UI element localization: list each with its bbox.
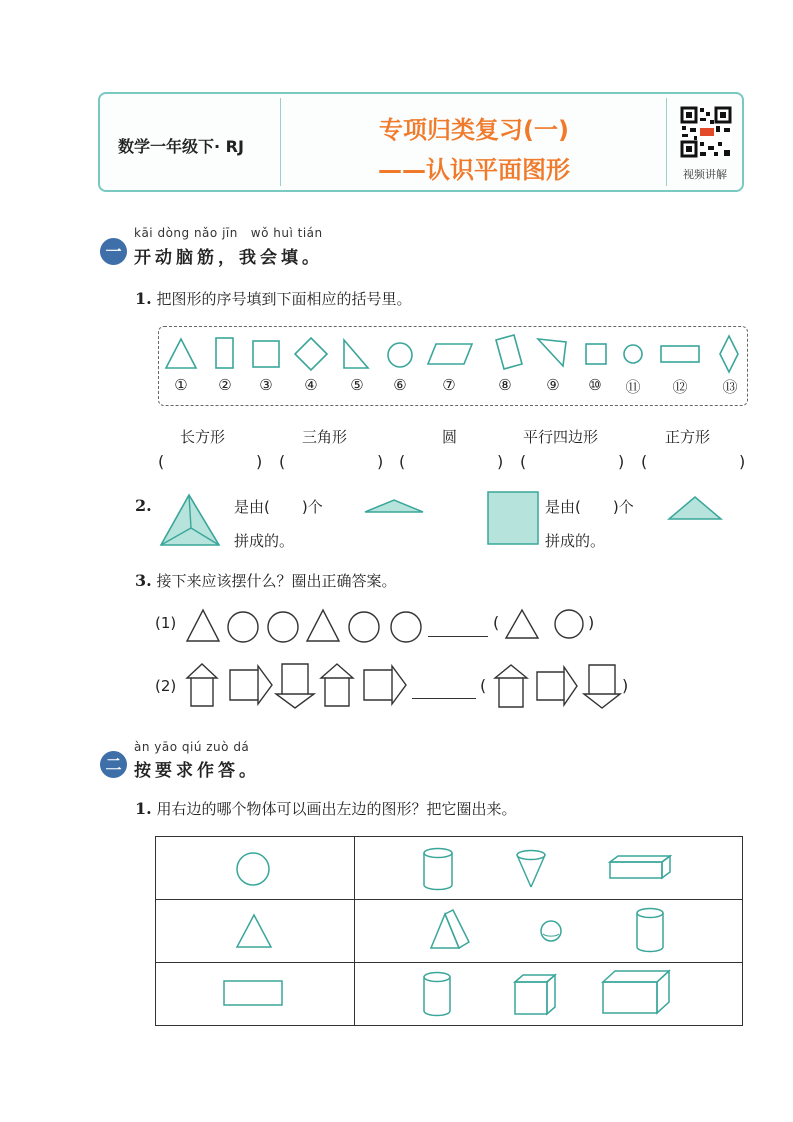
cylinder-object[interactable] <box>420 846 456 892</box>
banner-divider <box>666 98 667 186</box>
header-banner <box>98 92 744 192</box>
shape-12-rectangle <box>661 346 699 362</box>
shape-3-square <box>253 341 279 367</box>
shape-number-row <box>158 376 748 402</box>
square-figure <box>486 490 540 546</box>
shape-number: ② <box>218 376 232 394</box>
answer-paren-open: ( <box>279 452 286 471</box>
shape-8-rectangle <box>496 335 522 369</box>
answer-paren-open: ( <box>399 452 406 471</box>
section2-title: 按要求作答。 <box>134 761 260 781</box>
category-circle: 圆 <box>442 428 458 446</box>
shape-5-triangle <box>344 340 368 368</box>
q3-row2-option-right-arrow[interactable] <box>534 664 580 708</box>
answer-paren-open: ( <box>158 452 165 471</box>
shape-number: ⑨ <box>546 376 560 394</box>
q3-row1-label: (1) <box>155 614 177 632</box>
answer-paren-close: ) <box>377 452 384 471</box>
shape-number: ③ <box>259 376 273 394</box>
shape-number: ⑩ <box>588 376 602 394</box>
category-parallelogram: 平行四边形 <box>523 428 599 446</box>
q3-row1-option-circle[interactable] <box>552 607 586 641</box>
large-cuboid-object[interactable] <box>600 968 672 1016</box>
category-triangle: 三角形 <box>302 428 348 446</box>
triangular-prism-object[interactable] <box>428 908 472 952</box>
shape-number: ④ <box>304 376 318 394</box>
answer-paren-close: ) <box>618 452 625 471</box>
shape-11-circle <box>624 345 642 363</box>
answer-blank-circle[interactable] <box>409 454 495 474</box>
page-subtitle: ——认识平面图形 <box>378 156 570 184</box>
answer-blank-q3-row2[interactable] <box>412 698 476 699</box>
answer-paren-open: ( <box>493 613 500 632</box>
shape-number: ⑦ <box>442 376 456 394</box>
shape-set <box>158 326 748 376</box>
answer-blank-q3-row1[interactable] <box>428 636 488 637</box>
question-number: 1. <box>135 289 152 308</box>
q2-left-text-c: 拼成的。 <box>234 532 295 550</box>
shape-10-square <box>586 344 606 364</box>
q3-row2-label: (2) <box>155 677 177 695</box>
answer-blank-square[interactable] <box>651 454 737 474</box>
question-number: 3. <box>135 571 152 590</box>
shape-9-triangle <box>538 339 566 366</box>
table-cell <box>355 837 743 900</box>
shape-number: ① <box>174 376 188 394</box>
banner-divider <box>280 98 281 186</box>
answer-blank-triangle[interactable] <box>289 454 375 474</box>
answer-paren-close: ) <box>622 676 629 695</box>
question-2-1 <box>135 798 517 819</box>
flat-triangle-piece <box>362 497 426 515</box>
shape-number: ⑪ <box>625 378 641 396</box>
shape-7-parallelogram <box>428 344 472 364</box>
cylinder-object[interactable] <box>420 970 454 1018</box>
question-number: 1. <box>135 799 152 818</box>
grade-label: 数学一年级下· RJ <box>118 137 244 156</box>
cube-object[interactable] <box>512 972 558 1016</box>
shape-2-rectangle <box>216 338 233 368</box>
q3-row2-option-up-arrow[interactable] <box>492 662 530 710</box>
q3-row1-sequence <box>184 604 446 644</box>
q3-row2-option-down-arrow[interactable] <box>582 662 622 710</box>
target-circle-shape <box>234 850 272 888</box>
answer-blank-rectangle[interactable] <box>168 454 254 474</box>
section2-badge: 二 <box>100 751 127 778</box>
question-text: 把图形的序号填到下面相应的括号里。 <box>156 290 412 308</box>
shape-6-circle <box>388 343 412 367</box>
section1-title: 开动脑筋，我会填。 <box>134 248 323 268</box>
q3-row2-sequence <box>184 660 414 710</box>
q2-right-text-a: 是由( )个 <box>545 498 634 516</box>
shape-number: ⑥ <box>393 376 407 394</box>
sphere-object[interactable] <box>538 918 564 944</box>
answer-blank-parallelogram[interactable] <box>530 454 616 474</box>
question-1-2-number <box>135 496 152 515</box>
answer-paren-open: ( <box>520 452 527 471</box>
q2-right-text-c: 拼成的。 <box>545 532 606 550</box>
shape-4-rhombus <box>295 338 327 370</box>
category-square: 正方形 <box>665 428 711 446</box>
cuboid-object[interactable] <box>608 854 672 880</box>
question-1-1 <box>135 288 412 309</box>
cone-object[interactable] <box>514 848 548 890</box>
shape-1-triangle <box>166 339 196 368</box>
cylinder-object[interactable] <box>632 906 668 954</box>
page-title: 专项归类复习(一) <box>379 116 569 144</box>
answer-paren-close: ) <box>588 613 595 632</box>
question-text: 用右边的哪个物体可以画出左边的图形？把它圈出来。 <box>156 800 517 818</box>
answer-paren-close: ) <box>739 452 746 471</box>
category-rectangle: 长方形 <box>180 428 226 446</box>
section2-pinyin: àn yāo qiú zuò dá <box>134 740 250 754</box>
video-explanation-label: 视频讲解 <box>683 168 727 181</box>
answer-paren-close: ) <box>256 452 263 471</box>
shape-number: ⑧ <box>498 376 512 394</box>
question-number: 2. <box>135 496 152 515</box>
shape-number: ⑫ <box>672 378 688 396</box>
question-1-3 <box>135 570 397 591</box>
q3-row1-option-triangle[interactable] <box>504 607 540 641</box>
shape-number: ⑤ <box>350 376 364 394</box>
question-text: 接下来应该摆什么？圈出正确答案。 <box>156 572 397 590</box>
section1-badge: 一 <box>100 238 127 265</box>
shape-13-rhombus <box>720 336 738 372</box>
shape-number: ⑬ <box>722 378 738 396</box>
answer-paren-open: ( <box>480 676 487 695</box>
target-triangle-shape <box>234 912 274 950</box>
qr-code-icon[interactable] <box>680 106 732 158</box>
section1-pinyin: kāi dòng nǎo jīn wǒ huì tián <box>134 226 323 240</box>
half-square-triangle-piece <box>666 494 724 522</box>
target-rectangle-shape <box>221 978 285 1008</box>
q2-left-text-a: 是由( )个 <box>234 498 323 516</box>
tri-pyramid-figure <box>158 492 222 548</box>
answer-paren-open: ( <box>641 452 648 471</box>
answer-paren-close: ) <box>497 452 504 471</box>
